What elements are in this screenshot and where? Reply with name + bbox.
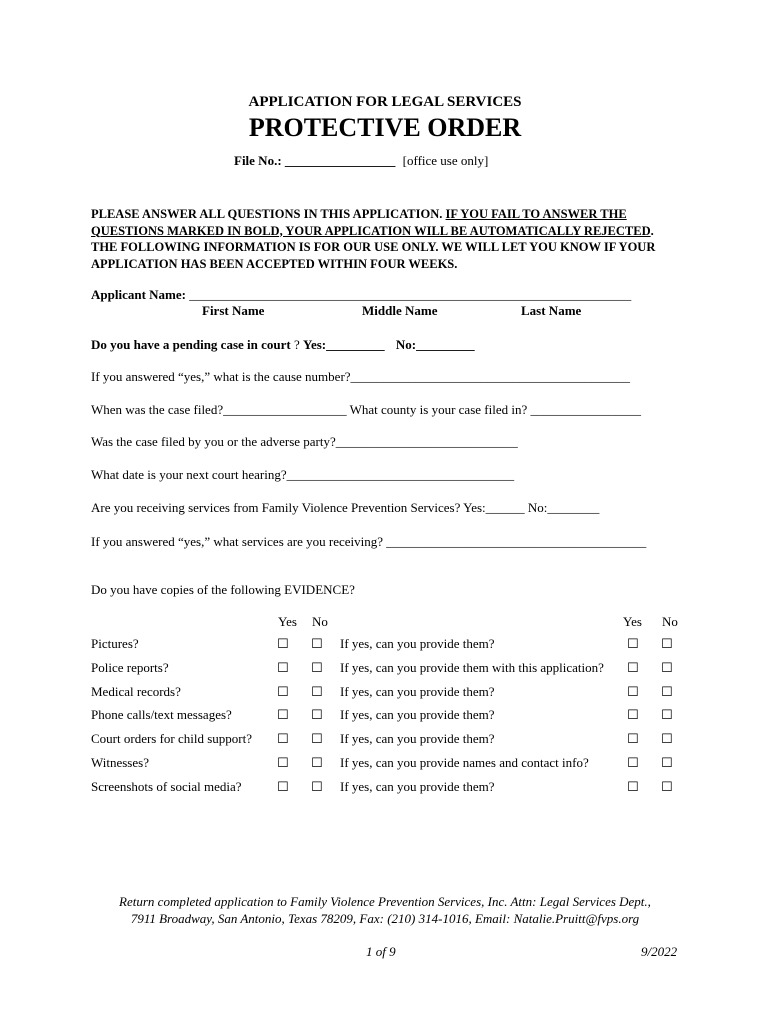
evidence-item-label: Witnesses? [91,755,149,770]
has-evidence-yes-checkbox[interactable]: ☐ [277,756,289,771]
footer-return-line: Return completed application to Family Violence Prevention Services, Inc. Attn: Legal Services Dept., [119,894,651,909]
has-evidence-no-checkbox[interactable]: ☐ [311,685,323,700]
has-evidence-yes-checkbox[interactable]: ☐ [277,780,289,795]
footer-address-line: 7911 Broadway, San Antonio, Texas 78209, Fax: (210) 314-1016, Email: Natalie.Pruitt@fvps.org [130,911,640,926]
filed-by-field[interactable]: Was the case filed by you or the adverse party?____________________________ [91,434,518,449]
has-evidence-no-checkbox[interactable]: ☐ [311,708,323,723]
county-field[interactable]: What county is your case filed in? _________________ [349,402,641,417]
evidence-item-label: Screenshots of social media? [91,779,242,794]
has-evidence-yes-checkbox[interactable]: ☐ [277,732,289,747]
evidence-item-label: Pictures? [91,636,139,651]
has-evidence-no-checkbox[interactable]: ☐ [311,637,323,652]
has-evidence-no-checkbox[interactable]: ☐ [311,780,323,795]
file-number-label: File No.: [234,153,282,168]
evidence-item-label: Police reports? [91,660,169,675]
pending-case-no-field[interactable]: No:_________ [395,337,475,352]
instructions-part3: . THE FOLLOWING INFORMATION IS FOR OUR USE ONLY. WE WILL LET YOU KNOW IF YOUR APPLICATION HAS BEEN ACCEPTED WITHIN FOUR WEEKS. [91,223,656,271]
file-number-line [234,153,488,169]
evidence-no-header: No [312,614,328,629]
can-provide-no-checkbox[interactable]: ☐ [661,732,673,747]
can-provide-no-checkbox[interactable]: ☐ [661,780,673,795]
evidence-item-label: Court orders for child support? [91,731,253,746]
can-provide-yes-checkbox[interactable]: ☐ [627,708,639,723]
can-provide-yes-checkbox[interactable]: ☐ [627,756,639,771]
first-name-caption: First Name [202,303,265,318]
last-name-caption: Last Name [521,303,582,318]
pending-case-line [91,337,475,353]
form-title: PROTECTIVE ORDER [248,113,522,142]
provide-question-label: If yes, can you provide them? [340,684,495,699]
instructions-warning: IF YOU FAIL TO ANSWER THE QUESTIONS MARKED IN BOLD, YOUR APPLICATION WILL BE AUTOMATICALLY REJECTED [91,207,651,238]
applicant-name-line [91,287,631,303]
page-number: 1 of 9 [366,944,396,959]
has-evidence-no-checkbox[interactable]: ☐ [311,661,323,676]
can-provide-yes-checkbox[interactable]: ☐ [627,685,639,700]
can-provide-yes-checkbox[interactable]: ☐ [627,637,639,652]
pending-case-yes-field[interactable]: Yes:_________ [303,337,385,352]
case-filed-field[interactable]: When was the case filed?___________________ [91,402,347,417]
can-provide-no-checkbox[interactable]: ☐ [661,637,673,652]
provide-question-label: If yes, can you provide them? [340,707,495,722]
file-number-blank[interactable]: _________________ [284,153,396,168]
provide-yes-header: Yes [623,614,642,629]
can-provide-yes-checkbox[interactable]: ☐ [627,732,639,747]
evidence-yes-header: Yes [278,614,297,629]
has-evidence-yes-checkbox[interactable]: ☐ [277,637,289,652]
provide-question-label: If yes, can you provide them? [340,636,495,651]
instructions-part1: PLEASE ANSWER ALL QUESTIONS IN THIS APPLICATION. [91,207,446,221]
can-provide-no-checkbox[interactable]: ☐ [661,756,673,771]
applicant-name-field[interactable]: ____________________________________________________________________ [189,287,632,302]
middle-name-caption: Middle Name [362,303,438,318]
office-use-note: [office use only] [402,153,489,168]
provide-question-label: If yes, can you provide them with this application? [340,660,604,675]
evidence-item-label: Phone calls/text messages? [91,707,232,722]
form-subtitle: APPLICATION FOR LEGAL SERVICES [248,94,522,110]
services-received-field[interactable]: If you answered “yes,” what services are you receiving? ________________________________________ [91,534,647,549]
has-evidence-no-checkbox[interactable]: ☐ [311,756,323,771]
provide-no-header: No [662,614,678,629]
pending-case-question: Do you have a pending case in court [91,337,291,352]
has-evidence-yes-checkbox[interactable]: ☐ [277,685,289,700]
can-provide-yes-checkbox[interactable]: ☐ [627,780,639,795]
provide-question-label: If yes, can you provide names and contact info? [340,755,589,770]
can-provide-yes-checkbox[interactable]: ☐ [627,661,639,676]
fvps-services-field[interactable]: Are you receiving services from Family Violence Prevention Services? Yes:______ No:________ [91,500,600,515]
pending-case-qmark: ? [293,337,300,352]
provide-question-label: If yes, can you provide them? [340,779,495,794]
cause-number-field[interactable]: If you answered “yes,” what is the cause number?___________________________________________ [91,369,631,384]
evidence-item-label: Medical records? [91,684,181,699]
has-evidence-yes-checkbox[interactable]: ☐ [277,661,289,676]
provide-question-label: If yes, can you provide them? [340,731,495,746]
next-hearing-field[interactable]: What date is your next court hearing?___________________________________ [91,467,515,482]
can-provide-no-checkbox[interactable]: ☐ [661,685,673,700]
has-evidence-yes-checkbox[interactable]: ☐ [277,708,289,723]
has-evidence-no-checkbox[interactable]: ☐ [311,732,323,747]
instructions-paragraph [91,206,681,272]
can-provide-no-checkbox[interactable]: ☐ [661,708,673,723]
can-provide-no-checkbox[interactable]: ☐ [661,661,673,676]
evidence-heading: Do you have copies of the following EVIDENCE? [91,582,355,597]
form-date: 9/2022 [641,944,678,959]
applicant-name-label: Applicant Name: [91,287,186,302]
case-filed-line [91,402,641,418]
